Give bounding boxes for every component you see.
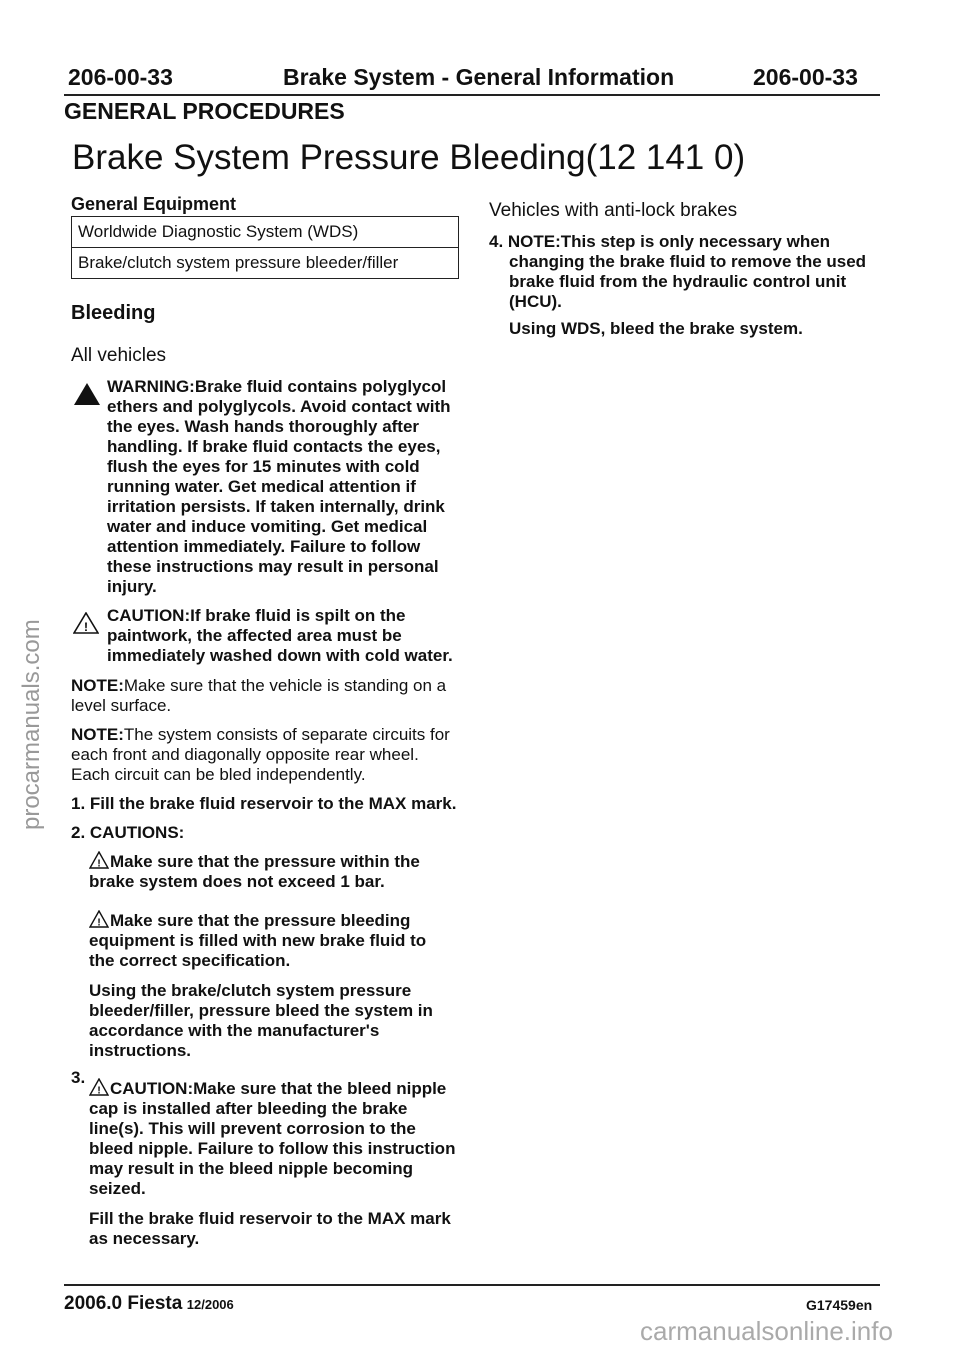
equipment-table xyxy=(71,216,459,279)
svg-text:!: ! xyxy=(97,917,101,928)
footer-doc-code: G17459en xyxy=(806,1297,873,1313)
procedure-title: Brake System Pressure Bleeding(12 141 0) xyxy=(72,138,746,177)
all-vehicles-subheading: All vehicles xyxy=(71,345,167,366)
side-watermark: procarmanuals.com xyxy=(18,619,45,830)
equipment-item: Worldwide Diagnostic System (WDS) xyxy=(72,217,459,248)
caution-icon xyxy=(73,612,99,639)
svg-text:!: ! xyxy=(97,1085,101,1096)
bleeding-heading: Bleeding xyxy=(71,302,156,324)
step-2-caution-pressure: ! Make sure that the pressure within the brake system does not exceed 1 bar. xyxy=(89,852,420,891)
equipment-heading: General Equipment xyxy=(71,194,237,214)
caution-icon xyxy=(89,910,109,928)
step-3-caution: ! CAUTION:Make sure that the bleed nipple cap is installed after bleeding the brake line(s). This will prevent corrosion to the bleed nipple. Failure to follow this instruction may result in the bleed nipple becoming seized. xyxy=(89,1079,456,1198)
footer-rule xyxy=(64,1284,880,1286)
note-separate-circuits: NOTE:The system consists of separate circuits for each front and diagonally opposite rear wheel. Each circuit can be bled independently. xyxy=(71,725,450,784)
step-3-number: 3. xyxy=(71,1068,86,1087)
abs-heading: Vehicles with anti-lock brakes xyxy=(489,200,738,221)
caution-icon xyxy=(89,1078,109,1096)
caution-icon xyxy=(89,851,109,869)
step-3-instruction: Fill the brake fluid reservoir to the MAX mark as necessary. xyxy=(89,1209,451,1248)
step-2-label: 2. CAUTIONS: xyxy=(71,823,185,842)
svg-text:!: ! xyxy=(97,858,101,869)
svg-text:!: ! xyxy=(84,620,88,634)
equipment-item: Brake/clutch system pressure bleeder/filler xyxy=(72,248,459,279)
step-4-note: 4. NOTE:This step is only necessary when changing the brake fluid to remove the used brake fluid from the hydraulic control unit (HCU). xyxy=(489,232,867,311)
section-title: GENERAL PROCEDURES xyxy=(64,98,345,124)
caution-text: CAUTION:If brake fluid is spilt on the paintwork, the affected area must be immediately washed down with cold water. xyxy=(107,606,453,665)
table-row xyxy=(72,248,459,279)
step-4-instruction: Using WDS, bleed the brake system. xyxy=(509,319,803,338)
step-1: 1. Fill the brake fluid reservoir to the MAX mark. xyxy=(71,794,457,813)
table-row xyxy=(72,217,459,248)
warning-text: WARNING:Brake fluid contains polyglycol ethers and polyglycols. Avoid contact with the eyes. Wash hands thoroughly after handling. If brake fluid contacts the eyes, flush the eyes for 15 minutes with cold running water. Get medical attention if irritation persists. If taken internally, drink water and induce vomiting. Get medical attention immediately. Failure to follow these instructions may result in personal injury. xyxy=(107,377,451,596)
page-code-left: 206-00-33 xyxy=(68,64,173,90)
warning-icon xyxy=(74,383,100,405)
step-2-instruction: Using the brake/clutch system pressure bleeder/filler, pressure bleed the system in accordance with the manufacturer's instructions. xyxy=(89,981,433,1060)
footer-model: 2006.0 Fiesta 12/2006 xyxy=(64,1293,234,1314)
page-code-right: 206-00-33 xyxy=(753,64,858,90)
header-rule xyxy=(64,94,880,96)
step-2-caution-equipment: ! Make sure that the pressure bleeding equipment is filled with new brake fluid to the correct specification. xyxy=(89,911,427,970)
bottom-watermark: carmanualsonline.info xyxy=(640,1316,893,1346)
manual-title: Brake System - General Information xyxy=(283,64,675,90)
note-level-surface: NOTE:Make sure that the vehicle is standing on a level surface. xyxy=(71,676,447,715)
